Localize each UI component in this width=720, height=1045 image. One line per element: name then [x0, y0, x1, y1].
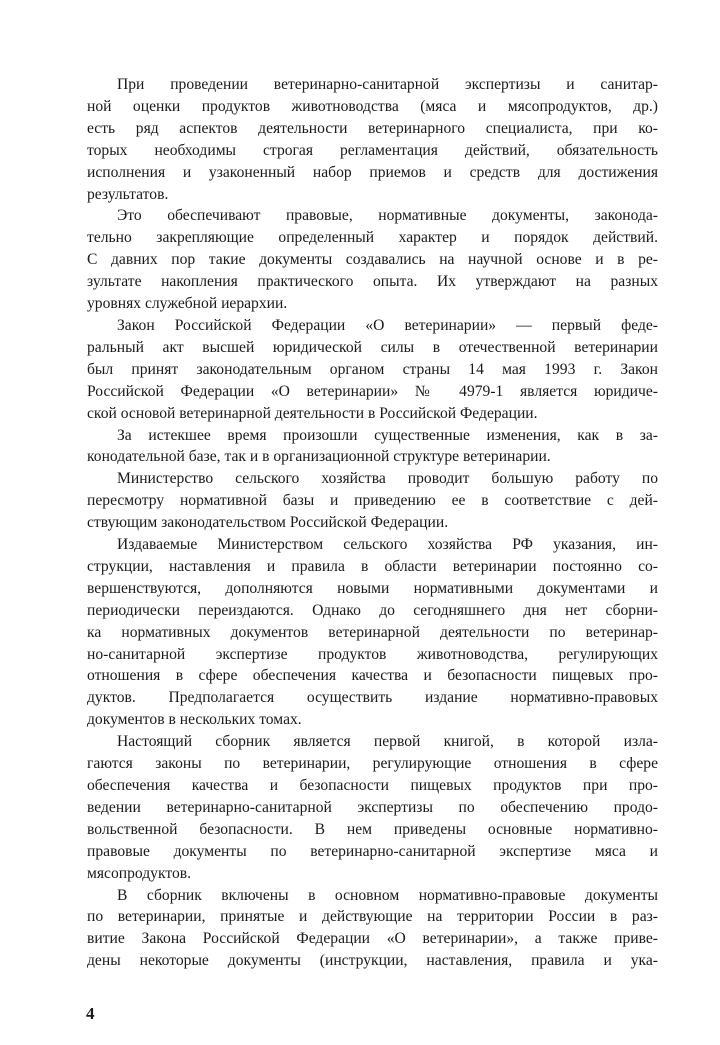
page-number: 4 — [86, 1004, 95, 1023]
text-line: пересмотру нормативной базы и приведению ее в соответствие с дей- — [87, 492, 658, 510]
text-line: дены некоторые документы (инструкции, наставления, правила и ука- — [87, 952, 658, 970]
text-line: отношения в сфере обеспечения качества и безопасности пищевых про- — [87, 667, 658, 685]
text-line: ской основой ветеринарной деятельности в Российской Федерации. — [87, 404, 538, 422]
text-line: периодически переиздаются. Однако до сегодняшнего дня нет сборни- — [87, 601, 658, 619]
text-line: документов в нескольких томах. — [87, 711, 302, 729]
paragraph — [87, 425, 658, 469]
text-line: струкции, наставления и правила в области ветеринарии постоянно со- — [87, 557, 658, 575]
text-line: был принят законодательным органом страны 14 мая 1993 г. Закон — [87, 360, 658, 378]
paragraph — [87, 205, 658, 315]
text-line: В сборник включены в основном нормативно-правовые документы — [117, 886, 658, 904]
text-line: исполнения и узаконенный набор приемов и средств для достижения — [87, 163, 658, 181]
text-line: есть ряд аспектов деятельности ветеринарного специалиста, при ко- — [87, 119, 658, 137]
text-line: С давних пор такие документы создавались на научной основе и в ре- — [87, 251, 658, 269]
text-line: конодательной базе, так и в организационной структуре ветеринарии. — [87, 448, 551, 466]
text-line: Закон Российской Федерации «О ветеринарии» — первый феде- — [117, 316, 658, 334]
text-line: Настоящий сборник является первой книгой, в которой изла- — [117, 733, 658, 751]
text-line: по ветеринарии, принятые и действующие на территории России в раз- — [87, 908, 658, 926]
text-line: тельно закрепляющие определенный характер и порядок действий. — [87, 229, 658, 247]
text-line: уровнях служебной иерархии. — [87, 295, 288, 313]
paragraph — [87, 534, 658, 731]
text-line: но-санитарной экспертизе продуктов животноводства, регулирующих — [87, 645, 658, 663]
text-line: ствующим законодательством Российской Федерации. — [87, 514, 449, 532]
document-page — [87, 74, 658, 972]
paragraph — [87, 74, 658, 205]
text-line: дуктов. Предполагается осуществить издание нормативно-правовых — [87, 689, 658, 707]
text-line: Министерство сельского хозяйства проводит большую работу по — [117, 470, 658, 488]
text-line: гаются законы по ветеринарии, регулирующие отношения в сфере — [87, 755, 658, 773]
paragraph — [87, 468, 658, 534]
text-line: зультате накопления практического опыта. Их утверждают на разных — [87, 273, 658, 291]
text-line: вольственной безопасности. В нем приведены основные нормативно- — [87, 820, 658, 838]
text-line: мясопродуктов. — [87, 864, 192, 882]
text-line: торых необходимы строгая регламентация действий, обязательность — [87, 141, 658, 159]
text-line: ной оценки продуктов животноводства (мяса и мясопродуктов, др.) — [87, 97, 658, 115]
paragraph — [87, 315, 658, 425]
text-line: обеспечения качества и безопасности пищевых продуктов при про- — [87, 777, 658, 794]
text-line: За истекшее время произошли существенные изменения, как в за- — [117, 426, 658, 444]
text-line: Российской Федерации «О ветеринарии» № 4979-1 является юридиче- — [87, 382, 658, 400]
text-line: ка нормативных документов ветеринарной деятельности по ветеринар- — [87, 623, 658, 641]
text-line: При проведении ветеринарно-санитарной экспертизы и санитар- — [117, 76, 658, 93]
text-line: Издаваемые Министерством сельского хозяйства РФ указания, ин- — [117, 536, 658, 554]
text-line: вершенствуются, дополняются новыми нормативными документами и — [87, 579, 658, 597]
paragraph — [87, 885, 658, 973]
text-line: ведении ветеринарно-санитарной экспертизы по обеспечению продо- — [87, 798, 658, 816]
text-line: Это обеспечивают правовые, нормативные документы, законода- — [117, 207, 658, 225]
text-line: результатов. — [87, 185, 169, 203]
text-line: витие Закона Российской Федерации «О ветеринарии», а также приве- — [87, 930, 658, 948]
text-line: ральный акт высшей юридической силы в отечественной ветеринарии — [87, 338, 658, 356]
text-line: правовые документы по ветеринарно-санитарной экспертизе мяса и — [87, 842, 658, 860]
paragraph — [87, 731, 658, 884]
